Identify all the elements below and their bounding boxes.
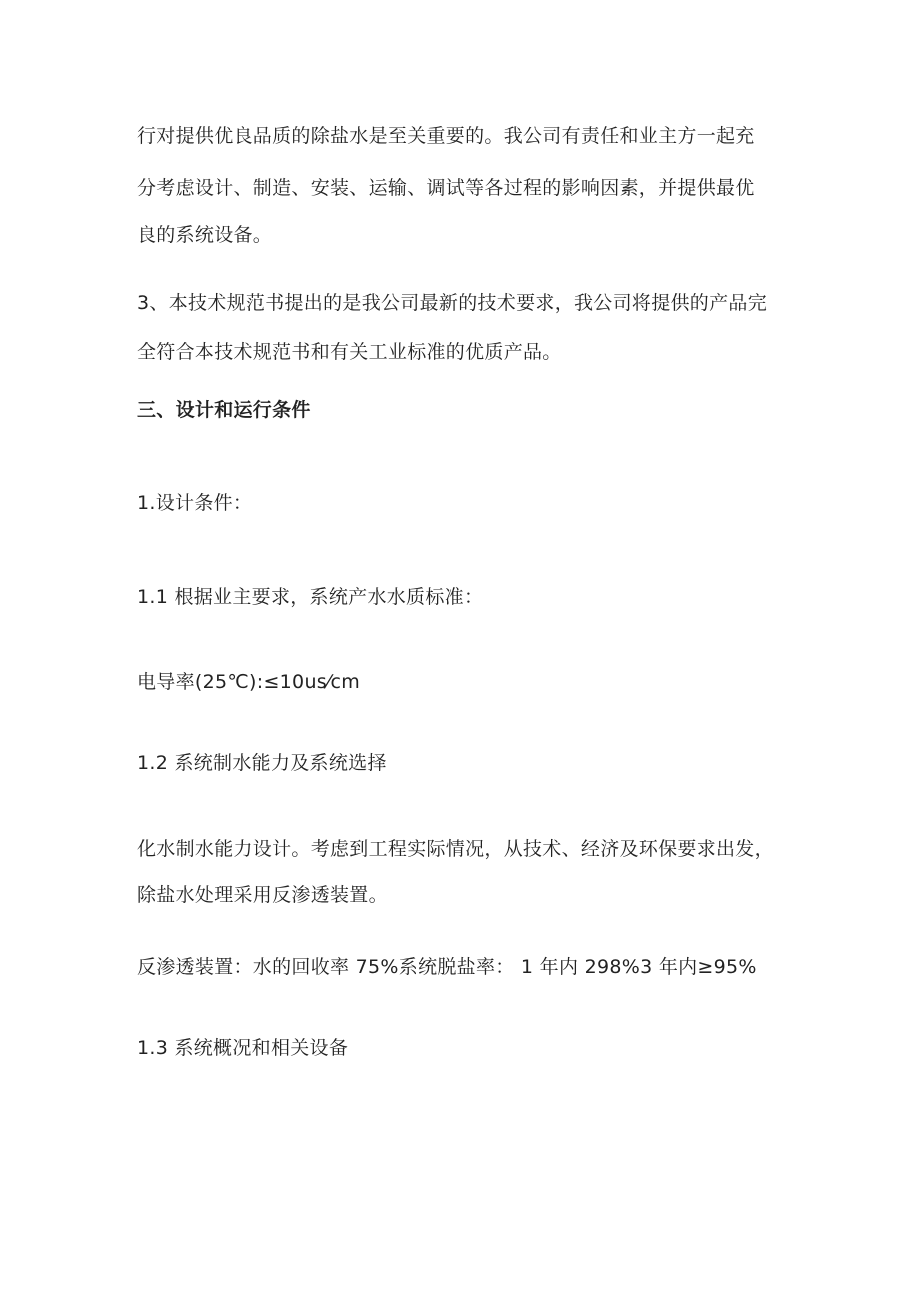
paragraph-1-line-1: 行对提供优良品质的除盐水是至关重要的。我公司有责任和业主方一起充 xyxy=(137,125,755,147)
section-3-heading: 三、设计和运行条件 xyxy=(137,399,311,421)
paragraph-1-line-2: 分考虑设计、制造、安装、运输、调试等各过程的影响因素，并提供最优 xyxy=(137,177,755,199)
item-1-1: 1.1 根据业主要求，系统产水水质标准： xyxy=(137,586,484,608)
design-conditions-heading: 1.设计条件： xyxy=(137,492,253,514)
conductivity-spec: 电导率(25℃):≤10us⁄cm xyxy=(137,671,361,693)
paragraph-2-line-2: 全符合本技术规范书和有关工业标准的优质产品。 xyxy=(137,341,562,363)
ro-spec: 反渗透装置：水的回收率 75%系统脱盐率： 1 年内 298%3 年内≥95% xyxy=(137,956,757,978)
paragraph-3-line-1: 化水制水能力设计。考虑到工程实际情况，从技术、经济及环保要求出发， xyxy=(137,838,774,860)
paragraph-3-line-2: 除盐水处理采用反渗透装置。 xyxy=(137,884,388,906)
paragraph-1-line-3: 良的系统设备。 xyxy=(137,224,273,246)
item-1-3: 1.3 系统概况和相关设备 xyxy=(137,1037,349,1059)
paragraph-2-line-1: 3、本技术规范书提出的是我公司最新的技术要求，我公司将提供的产品完 xyxy=(137,292,767,314)
item-1-2: 1.2 系统制水能力及系统选择 xyxy=(137,752,387,774)
